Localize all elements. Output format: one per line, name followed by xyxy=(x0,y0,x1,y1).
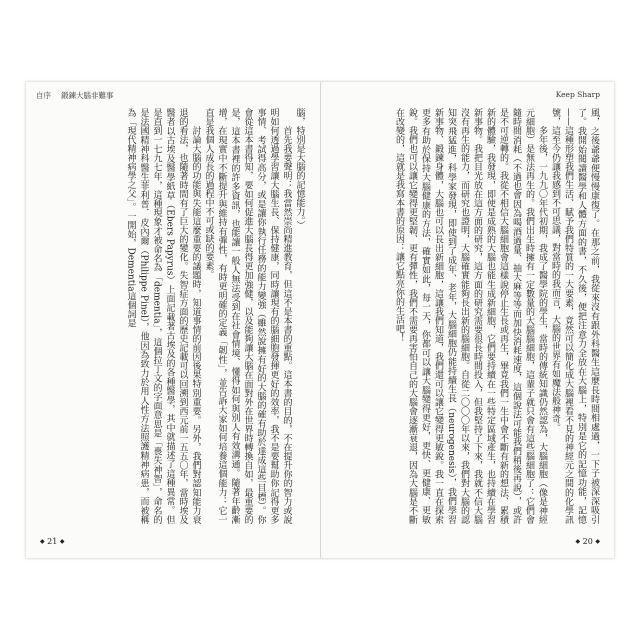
header-book-title: Keep Sharp xyxy=(555,90,600,99)
paragraph: 討論大腦的功能與失能這麼重要的議題時，知道事情的前因後果特別重要。另外，我們對認知能力衰退的看法，也隨著時間有了巨大的變化。失智症方面的歷史記載可以回溯到西元前一五五〇年，當時埃及醫者以古埃及醫學紙草（Ebers Papyrus）上面記載著古埃及的各種醫學，其中就描述了這種異常。但是直到一七九七年，這種現象才被命名為「dementia」，這個拉丁文的字面意思是「喪失神智」，命名的是法國精神科醫生菲利普．皮內爾（Philippe Pinel），他因為致力於用人性方法照護精神病患，而被稱為「現代精神病學之父」。一開始，Dementia這個詞是 xyxy=(125,108,201,524)
running-header-left xyxy=(36,90,114,101)
diamond-ornament-icon: ◆ xyxy=(575,538,581,545)
left-page-body xyxy=(36,108,306,524)
page-number-left xyxy=(40,537,65,546)
diamond-ornament-icon: ◆ xyxy=(595,538,600,545)
left-page xyxy=(26,82,321,558)
paragraph: 多年後，一九九〇年代初期，我成了醫學院的學生，當時的傳統知識仍然認為，大腦細胞（像是神經元細胞）是無法再生的。我們出生時擁有一定數量的大腦腦細胞，這輩子就只會有這些腦細胞了：它們會隨時間消耗（不過也會因為喝酒過量、抽大麻等等而加快消耗速度，這個說法可能我們稍後再說），或許是不可逆轉的。我從不相信大腦細胞會這樣說停止生長或再生，畢竟我們一生中會不斷有新的想法、累積新的體驗，我發現，即使是成熟的大腦也能生成新細胞，它們要持續在一些特定區域產生，也持續在學習新事物。我把目光放在這方面的研究，這方面的研究需要很長時間投入，但我堅持了下來，我就不信大腦沒有再生的能力，而研究也證明，大腦確實能夠長出新的腦細胞。自從二〇〇〇年以來，我們對大腦的認知突飛猛進，科學家發現，即使到了成年、老年，大腦細胞仍能持續生長（neurogenesis），我們學習新事物、鍛鍊身體，大腦也可以長出新細胞，這讓我們知道，我們還可以讓它變得更敏銳。我一直在探索更多有助於保持大腦健康的方法，確實如此，每一天，你都可以讓大腦變得更好，更快、更健康、更敏銳。我們也可以讓它變得更堅韌、更有彈性，我們不需要再害怕自己的大腦會逐漸衰退，因為大腦是不斷在改變的，這就是我寫本書的原因：讓它點亮你的生活吧！ xyxy=(394,108,547,524)
paragraph: 風，之後爺爺便慢慢康復了。在那之前，我從來沒有跟外科醫生這麼長時間相處過，一下子被深深吸引了。我開始閱讀醫學和人體方面的書，不久後，便把注意力全放在大腦上，特別是它的記憶功能，記憶——這種形塑我們生活、賦予我們特質的一大要素，竟然可以簡化成大腦裡看不見的神經元之間的化學訊號，這至今仍讓我感到不可思議，對當時的我而言，大腦的世界有如魔法般神奇。 xyxy=(550,108,599,524)
right-page-body xyxy=(333,108,601,524)
paragraph: 腦，特別是大腦的記憶能力。） xyxy=(294,108,305,230)
page-number: 21 xyxy=(47,537,58,546)
header-chapter-title: 鍛鍊大腦非難事 xyxy=(61,91,114,100)
page-number-right xyxy=(575,537,600,546)
diamond-ornament-icon: ◆ xyxy=(59,538,65,545)
page-number: 20 xyxy=(582,537,593,546)
header-section-label: 自序 xyxy=(36,91,51,100)
running-header-right xyxy=(556,90,600,99)
paragraph: 首先我要聲明：我當然崇尚精進教育，但這不是本書的重點。這本書的目的，不在提升你的智力或說明如何透過學習讓大腦生長、保持健康，同時讓現有的腦細胞發揮更好的效率，我不是要幫助你記得更多事情、考試得高分，或是讓你執行任務的能力變強（雖然說擁有好的大腦的確有助於達成這些目標）。你會從這本書得知，要如何促進大腦長得更加強健，以及能夠讓大腦在面對外在世界時轉換自如，最重要的是，這本書裡的許多資訊，也能讓一般人無法受到在社會情境、懂得如何與別人有效溝通。隨著年齡漸增，在現實中不斷提升與維持有彈性，有時更明確的定義「韌性」，並告訴大家如何培養這個能力：它一直是我個人成長的過程中不可或缺的要素。 xyxy=(203,108,292,524)
right-page xyxy=(321,82,615,558)
book-spread xyxy=(26,82,614,558)
diamond-ornament-icon: ◆ xyxy=(40,538,45,545)
